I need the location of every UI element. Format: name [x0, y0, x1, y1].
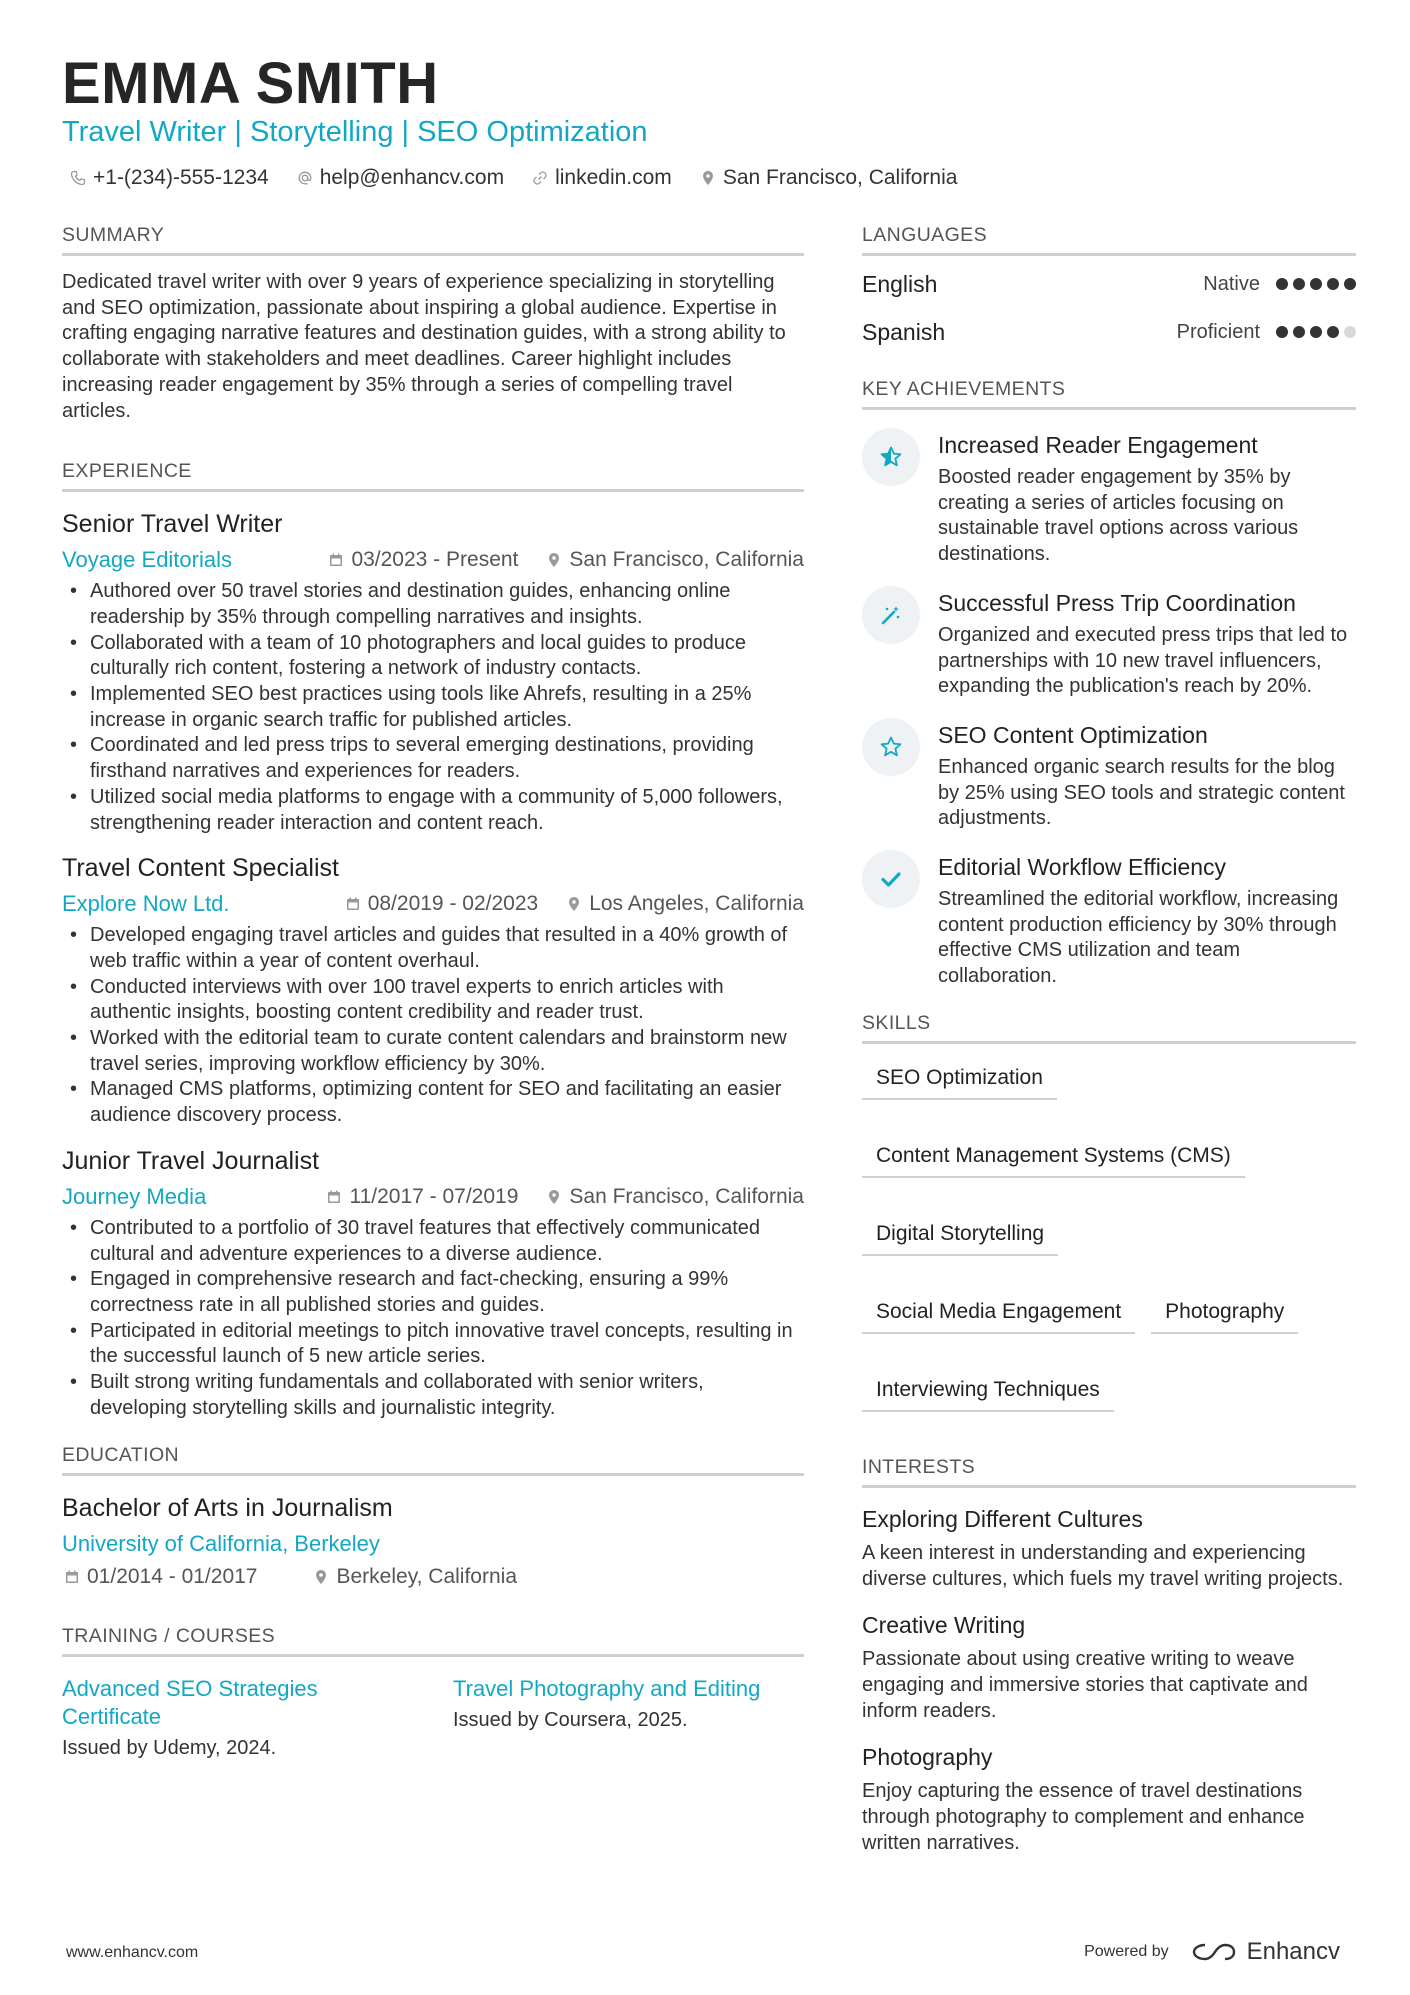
education-location	[313, 1565, 517, 1589]
job-bullet: • Collaborated with a team of 10 photographers and local guides to produce culturally rich content, fostering a network of industry contacts.	[62, 631, 804, 682]
education-heading: EDUCATION	[62, 1444, 804, 1476]
education-section	[62, 1444, 804, 1589]
calendar-icon	[326, 1189, 342, 1205]
rating-dot	[1344, 326, 1356, 338]
candidate-name: EMMA SMITH	[62, 51, 439, 116]
achievement-title: Editorial Workflow Efficiency	[938, 854, 1227, 881]
job-title: Travel Content Specialist	[62, 854, 339, 883]
contact-bar	[70, 166, 957, 190]
powered-by-label: Powered by	[1084, 1943, 1169, 1960]
enhancv-logo[interactable]	[1191, 1938, 1340, 1966]
job-entry	[62, 1147, 804, 1422]
phone-icon	[70, 170, 86, 186]
job-bullets	[62, 1216, 804, 1422]
job-dates-text: 08/2019 - 02/2023	[367, 892, 539, 916]
rating-dot	[1327, 326, 1339, 338]
skill-list	[862, 1062, 1356, 1412]
footer-website[interactable]: www.enhancv.com	[66, 1944, 199, 1961]
interest-title: Photography	[862, 1744, 993, 1771]
star-outline-icon	[862, 718, 920, 776]
job-dates	[345, 892, 538, 916]
achievement-body	[938, 722, 1356, 832]
achievements-section	[862, 378, 1356, 990]
calendar-icon	[345, 896, 361, 912]
achievement-desc: Enhanced organic search results for the blog by 25% using SEO tools and strategic content adjustments.	[938, 755, 1345, 830]
education-dates	[64, 1565, 257, 1589]
location-pin-icon	[313, 1569, 329, 1585]
course-item	[453, 1675, 804, 1760]
language-row	[862, 308, 1356, 356]
education-location-text: Berkeley, California	[336, 1564, 518, 1588]
rating-dot	[1276, 278, 1288, 290]
footer-branding	[1084, 1938, 1340, 1966]
calendar-icon	[64, 1569, 80, 1585]
star-half-icon	[862, 428, 920, 486]
enhancv-logo-icon	[1191, 1941, 1237, 1963]
language-level: Proficient	[1176, 320, 1260, 343]
language-rating	[1276, 326, 1356, 338]
skill-tag: Digital Storytelling	[862, 1218, 1058, 1256]
skill-tag: Photography	[1151, 1296, 1298, 1334]
job-location	[546, 548, 804, 572]
interest-item	[862, 1744, 1356, 1856]
enhancv-logo-text: Enhancv	[1246, 1938, 1340, 1965]
job-bullet: • Participated in editorial meetings to pitch innovative travel concepts, resulting in the successful launch of 5 new article series.	[62, 1319, 804, 1370]
job-bullet: • Developed engaging travel articles and guides that resulted in a 40% growth of web traffic within a year of content overhaul.	[62, 923, 804, 974]
languages-section	[862, 224, 1356, 356]
contact-email-text: help@enhancv.com	[319, 166, 505, 189]
rating-dot	[1344, 278, 1356, 290]
job-location	[546, 1185, 804, 1209]
job-location	[566, 892, 804, 916]
at-icon	[297, 170, 313, 186]
job-bullets	[62, 579, 804, 836]
candidate-tagline: Travel Writer | Storytelling | SEO Optimization	[62, 116, 648, 148]
achievement-title: SEO Content Optimization	[938, 721, 1208, 748]
training-section	[62, 1625, 804, 1760]
experience-heading: EXPERIENCE	[62, 460, 804, 492]
achievement-body	[938, 590, 1356, 700]
job-location-text: San Francisco, California	[569, 1184, 804, 1208]
contact-phone[interactable]	[70, 166, 269, 190]
contact-linkedin[interactable]	[532, 166, 672, 190]
contact-phone-text: +1-(234)-555-1234	[93, 166, 269, 189]
interests-heading: INTERESTS	[862, 1456, 1356, 1488]
language-name: English	[862, 270, 938, 297]
link-icon	[532, 170, 548, 186]
rating-dot	[1293, 326, 1305, 338]
achievement-item	[862, 432, 1356, 568]
achievement-desc: Streamlined the editorial workflow, increasing content production efficiency by 30% through effective CMS utilization and team collaboration.	[938, 888, 1339, 988]
location-pin-icon	[566, 896, 582, 912]
job-meta	[62, 547, 804, 573]
language-row	[862, 260, 1356, 308]
location-pin-icon	[546, 552, 562, 568]
rating-dot	[1327, 278, 1339, 290]
education-degree: Bachelor of Arts in Journalism	[62, 1493, 393, 1522]
job-location-text: Los Angeles, California	[589, 892, 804, 916]
achievement-item	[862, 722, 1356, 832]
job-bullet: • Worked with the editorial team to curate content calendars and brainstorm new travel series, improving workflow efficiency by 30%.	[62, 1026, 804, 1077]
contact-email[interactable]	[297, 166, 504, 190]
contact-location	[700, 166, 958, 190]
skill-tag: Content Management Systems (CMS)	[862, 1140, 1245, 1178]
job-meta	[62, 891, 804, 917]
achievement-list	[862, 432, 1356, 990]
language-level: Native	[1203, 272, 1260, 295]
achievement-title: Increased Reader Engagement	[938, 432, 1258, 458]
interest-list	[862, 1506, 1356, 1857]
course-issuer: Issued by Udemy, 2024.	[62, 1736, 277, 1759]
summary-heading: SUMMARY	[62, 224, 804, 256]
contact-location-text: San Francisco, California	[722, 166, 958, 189]
achievement-desc: Organized and executed press trips that led to partnerships with 10 new travel influencers, expanding the publication's reach by 20%.	[938, 623, 1348, 698]
job-bullet: • Utilized social media platforms to engage with a community of 5,000 followers, strengthening reader interaction and content reach.	[62, 785, 804, 836]
job-bullet: • Authored over 50 travel stories and destination guides, enhancing online readership by 35% through compelling narratives and insights.	[62, 579, 804, 630]
achievement-item	[862, 854, 1356, 990]
job-bullet: • Coordinated and led press trips to several emerging destinations, providing firsthand narratives and experiences for readers.	[62, 733, 804, 784]
experience-section	[62, 460, 804, 1421]
language-rating	[1276, 278, 1356, 290]
achievement-title: Successful Press Trip Coordination	[938, 589, 1296, 616]
job-dates	[328, 548, 518, 572]
interest-desc: A keen interest in understanding and experiencing diverse cultures, which fuels my travel writing projects.	[862, 1541, 1344, 1590]
rating-dot	[1310, 278, 1322, 290]
job-bullet: • Built strong writing fundamentals and collaborated with senior writers, developing storytelling skills and journalistic integrity.	[62, 1370, 804, 1421]
job-bullet: • Managed CMS platforms, optimizing content for SEO and facilitating an easier audience discovery process.	[62, 1077, 804, 1128]
contact-linkedin-text: linkedin.com	[555, 166, 672, 189]
education-meta	[62, 1565, 804, 1589]
location-pin-icon	[700, 170, 716, 186]
course-item	[62, 1675, 413, 1760]
education-dates-text: 01/2014 - 01/2017	[87, 1564, 258, 1588]
job-location-text: San Francisco, California	[569, 548, 804, 572]
interest-title: Exploring Different Cultures	[862, 1505, 1143, 1532]
languages-heading: LANGUAGES	[862, 224, 1356, 256]
achievement-body	[938, 854, 1356, 990]
job-company[interactable]: Voyage Editorials	[62, 547, 232, 573]
job-title: Junior Travel Journalist	[62, 1146, 320, 1175]
rating-dot	[1310, 326, 1322, 338]
right-column	[862, 224, 1356, 1876]
education-school: University of California, Berkeley	[62, 1530, 380, 1556]
course-list	[62, 1675, 804, 1760]
interest-desc: Passionate about using creative writing to weave engaging and immersive stories that captivate and inform readers.	[862, 1648, 1308, 1722]
rating-dot	[1293, 278, 1305, 290]
course-title[interactable]: Advanced SEO Strategies Certificate	[62, 1675, 318, 1729]
interest-desc: Enjoy capturing the essence of travel destinations through photography to complement and enhance written narratives.	[862, 1780, 1305, 1854]
job-entry	[62, 854, 804, 1129]
job-dates-text: 11/2017 - 07/2019	[349, 1184, 519, 1208]
job-company[interactable]: Explore Now Ltd.	[62, 891, 230, 917]
skill-tag: Social Media Engagement	[862, 1296, 1135, 1334]
summary-section	[62, 224, 804, 424]
job-entry	[62, 510, 804, 836]
achievement-body	[938, 432, 1356, 568]
left-column	[62, 224, 804, 1760]
course-title[interactable]: Travel Photography and Editing	[453, 1675, 761, 1701]
language-name: Spanish	[862, 318, 946, 345]
job-dates	[326, 1185, 518, 1209]
achievement-item	[862, 590, 1356, 700]
interests-section	[862, 1456, 1356, 1857]
skill-tag: SEO Optimization	[862, 1062, 1057, 1100]
job-dates-text: 03/2023 - Present	[351, 548, 519, 572]
interest-item	[862, 1612, 1356, 1724]
rating-dot	[1276, 326, 1288, 338]
job-bullets	[62, 923, 804, 1129]
job-meta	[62, 1184, 804, 1210]
skill-tag: Interviewing Techniques	[862, 1374, 1114, 1412]
achievement-desc: Boosted reader engagement by 35% by creating a series of articles focusing on sustainable travel options across various destinations.	[938, 466, 1299, 566]
magic-wand-icon	[862, 586, 920, 644]
job-bullet: • Engaged in comprehensive research and fact-checking, ensuring a 99% correctness rate in all published stories and guides.	[62, 1267, 804, 1318]
course-issuer: Issued by Coursera, 2025.	[453, 1708, 688, 1731]
skills-section	[862, 1012, 1356, 1412]
skills-heading: SKILLS	[862, 1012, 1356, 1044]
interest-title: Creative Writing	[862, 1612, 1026, 1639]
language-list	[862, 260, 1356, 356]
job-list	[62, 510, 804, 1421]
location-pin-icon	[546, 1189, 562, 1205]
job-bullet: • Conducted interviews with over 100 travel experts to enrich articles with authentic insights, boosting content credibility and reader trust.	[62, 975, 804, 1026]
job-company[interactable]: Journey Media	[62, 1183, 207, 1209]
training-heading: TRAINING / COURSES	[62, 1625, 804, 1657]
achievements-heading: KEY ACHIEVEMENTS	[862, 378, 1356, 410]
summary-text: Dedicated travel writer with over 9 years of experience specializing in storytelling and SEO optimization, passionate about inspiring a global audience. Expertise in crafting engaging narrative features and destination guides, with a strong ability to collaborate with stakeholders and meet deadlines. Career highlight includes increasing reader engagement by 35% through a series of compelling travel articles.	[62, 271, 786, 422]
interest-item	[862, 1506, 1356, 1592]
job-bullet: • Implemented SEO best practices using tools like Ahrefs, resulting in a 25% increase in organic search traffic for published articles.	[62, 682, 804, 733]
calendar-icon	[328, 552, 344, 568]
job-bullet: • Contributed to a portfolio of 30 travel features that effectively communicated cultural and adventure experiences to a diverse audience.	[62, 1216, 804, 1267]
job-title: Senior Travel Writer	[62, 510, 283, 539]
checkmark-icon	[862, 850, 920, 908]
